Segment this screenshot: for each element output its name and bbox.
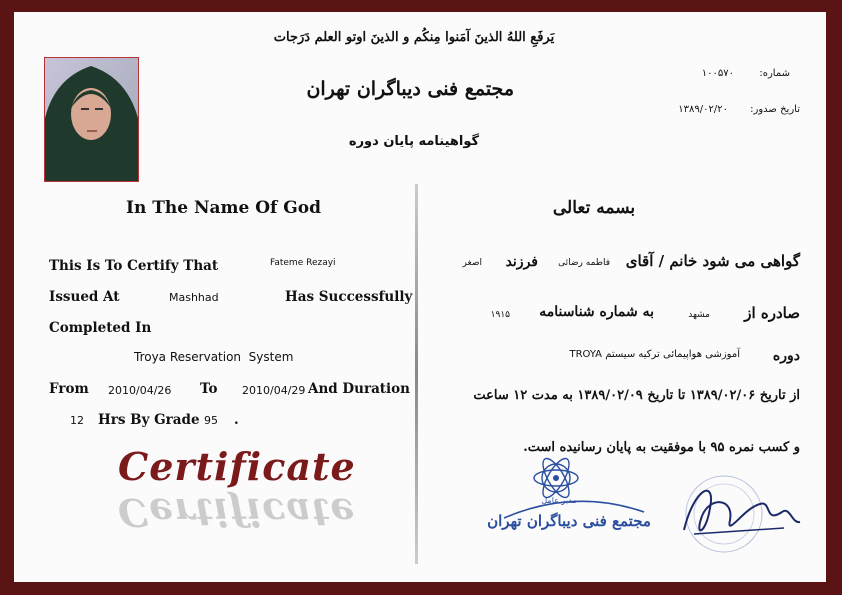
duration-label: And Duration <box>308 381 410 397</box>
director-label: مدیر عامل <box>541 496 577 505</box>
certificate-word: Certificate <box>118 444 356 489</box>
persian-course-value: آموزشی هواپیمائی ترکیه سیستم TROYA <box>569 349 740 360</box>
hours-value: 12 <box>70 414 84 427</box>
quran-verse: يَرفَعِ اللهُ الذينَ آمَنوا مِنكُم و الذينَ اوتو العلم دَرَجات <box>273 30 555 45</box>
holder-name: Fateme Rezayi <box>270 258 336 268</box>
holder-photo <box>44 57 139 182</box>
issued-at-value: Mashhad <box>169 291 219 304</box>
persian-name-value: فاطمه رضائی <box>558 258 610 268</box>
persian-line1-label: گواهی می شود خانم / آقای <box>625 252 800 270</box>
course-name: Troya Reservation System <box>134 350 294 364</box>
persian-date-line: از تاریخ ۱۳۸۹/۰۲/۰۶ تا تاریخ ۱۳۸۹/۰۲/۰۹ به مدت ۱۲ ساعت <box>473 388 800 403</box>
certificate-reflection: Certificate <box>118 490 356 535</box>
end-dot: . <box>234 412 239 428</box>
from-label: From <box>49 381 89 397</box>
number-value: ۱۰۰۵۷۰ <box>701 68 734 79</box>
grade-value: 95 <box>204 414 218 427</box>
from-date: 2010/04/26 <box>108 384 172 397</box>
persian-heading: بسمه تعالی <box>552 198 636 218</box>
to-date: 2010/04/29 <box>242 384 306 397</box>
institution-name: مجتمع فنی دیباگران تهران <box>306 78 514 100</box>
persian-grade-line: و کسب نمره ۹۵ با موفقیت به پایان رسانیده است. <box>523 440 800 455</box>
persian-issued-label: صادره از <box>744 304 800 322</box>
blue-seal <box>484 448 664 558</box>
director-signature <box>664 468 804 558</box>
issue-date-label: تاریخ صدور: <box>750 104 800 115</box>
hrs-grade-label: Hrs By Grade <box>98 412 200 428</box>
persian-course-label: دوره <box>772 348 800 364</box>
center-divider <box>415 184 418 564</box>
persian-id-label: به شماره شناسنامه <box>539 304 654 320</box>
success-label: Has Successfully <box>285 289 413 305</box>
persian-city-value: مشهد <box>688 310 710 320</box>
issue-date-value: ۱۳۸۹/۰۲/۲۰ <box>678 104 728 115</box>
number-label: شماره: <box>759 68 790 79</box>
issued-at-label: Issued At <box>49 289 120 305</box>
to-label: To <box>200 381 218 397</box>
persian-father-value: اصغر <box>462 258 482 268</box>
persian-child-label: فرزند <box>505 254 538 270</box>
certify-label: This Is To Certify That <box>49 258 219 274</box>
seal-text: مجتمع فنی دیباگران تهران <box>487 512 651 530</box>
english-heading: In The Name Of God <box>126 198 322 218</box>
certificate-paper <box>14 12 826 582</box>
completed-label: Completed In <box>49 320 152 336</box>
persian-id-value: ۱۹۱۵ <box>490 310 510 320</box>
document-title: گواهینامه پایان دوره <box>348 134 480 149</box>
